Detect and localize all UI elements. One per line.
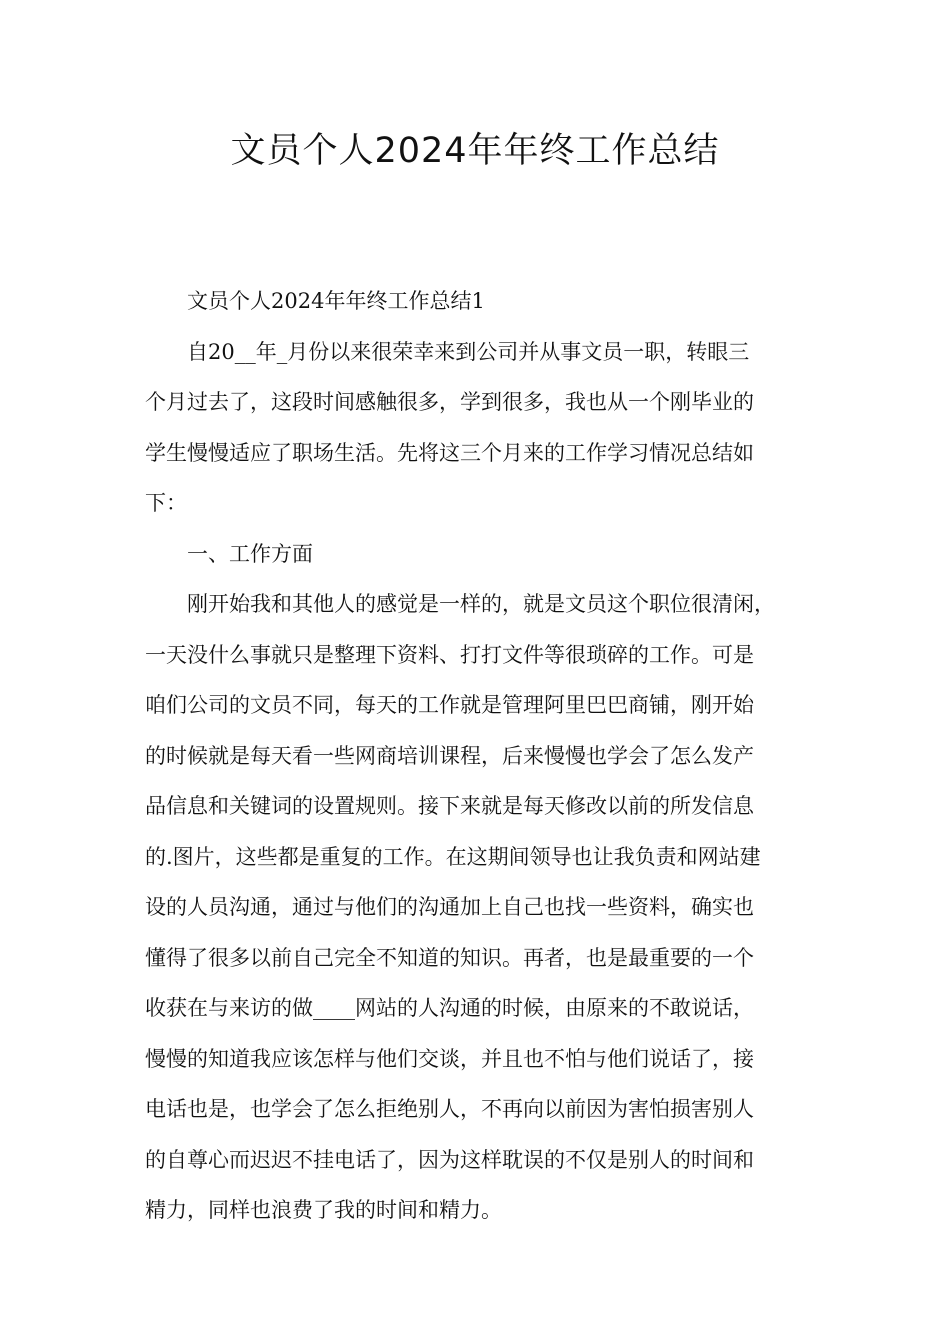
text-line: 电话也是，也学会了怎么拒绝别人，不再向以前因为害怕损害别人 xyxy=(145,1097,754,1121)
text-line: 品信息和关键词的设置规则。接下来就是每天修改以前的所发信息 xyxy=(145,794,754,818)
text-line: 设的人员沟通，通过与他们的沟通加上自己也找一些资料，确实也 xyxy=(145,895,754,919)
text-line: 文员个人2024年年终工作总结1 xyxy=(187,289,485,313)
text-line: 懂得了很多以前自己完全不知道的知识。再者，也是最重要的一个 xyxy=(145,945,754,970)
text-line: 的自尊心而迟迟不挂电话了，因为这样耽误的不仅是别人的时间和 xyxy=(145,1147,754,1172)
document-body xyxy=(145,276,815,1236)
work-paragraph xyxy=(145,579,815,1236)
text-line: 下： xyxy=(145,491,187,515)
text-line: 一、工作方面 xyxy=(187,541,313,566)
text-line: 刚开始我和其他人的感觉是一样的，就是文员这个职位很清闲， xyxy=(187,592,775,616)
section-heading xyxy=(145,529,815,580)
text-line: 的时候就是每天看一些网商培训课程，后来慢慢也学会了怎么发产 xyxy=(145,743,754,768)
document-title: 文员个人2024年年终工作总结 xyxy=(230,131,720,171)
text-line: 咱们公司的文员不同，每天的工作就是管理阿里巴巴商铺，刚开始 xyxy=(145,693,754,717)
text-line: 个月过去了，这段时间感触很多，学到很多，我也从一个刚毕业的 xyxy=(145,390,754,414)
text-line: 的.图片，这些都是重复的工作。在这期间领导也让我负责和网站建 xyxy=(145,844,761,869)
text-line: 慢慢的知道我应该怎样与他们交谈，并且也不怕与他们说话了，接 xyxy=(145,1046,754,1071)
text-line: 一天没什么事就只是整理下资料、打打文件等很琐碎的工作。可是 xyxy=(145,642,754,667)
text-line: 学生慢慢适应了职场生活。先将这三个月来的工作学习情况总结如 xyxy=(145,440,754,465)
intro-paragraph xyxy=(145,327,815,529)
subtitle-paragraph xyxy=(145,276,815,327)
text-line: 收获在与来访的做____网站的人沟通的时候，由原来的不敢说话， xyxy=(145,996,754,1020)
text-line: 自20__年_月份以来很荣幸来到公司并从事文员一职，转眼三 xyxy=(187,339,750,364)
text-line: 精力，同样也浪费了我的时间和精力。 xyxy=(145,1198,502,1222)
